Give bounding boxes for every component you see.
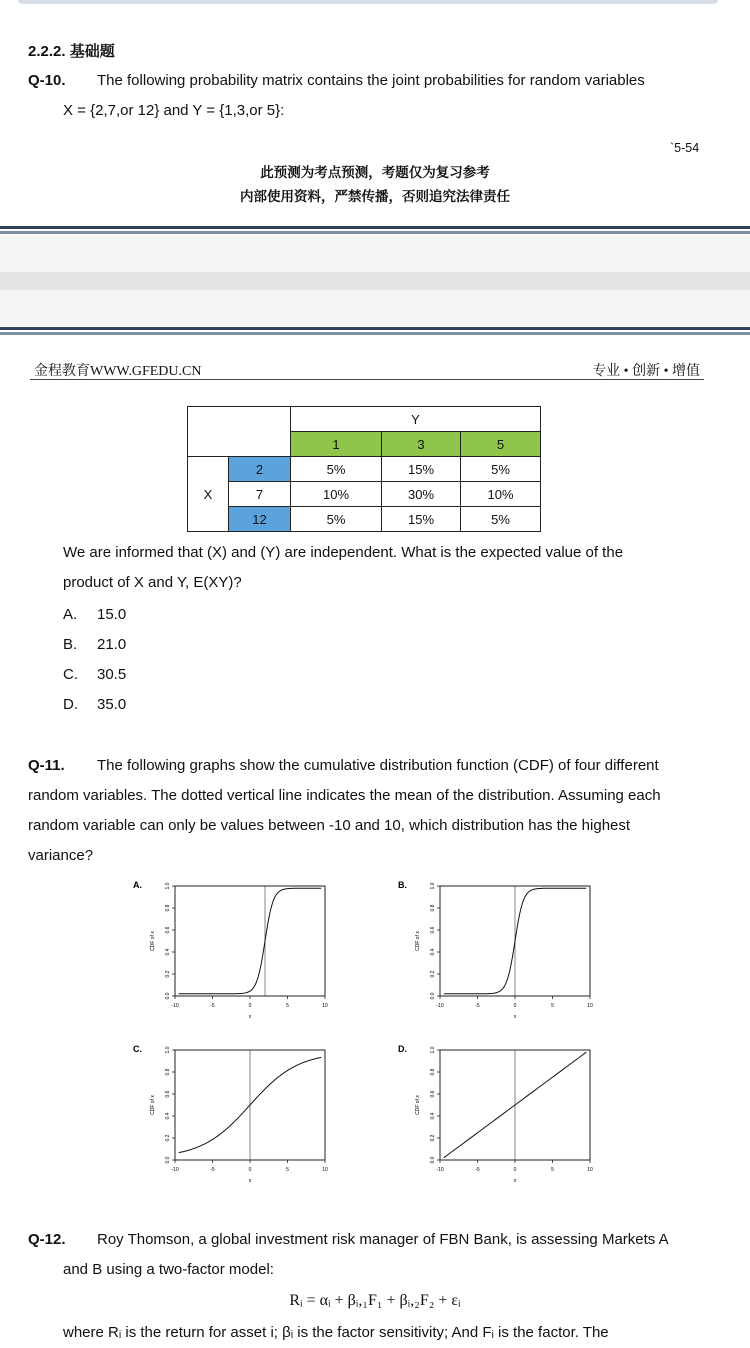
- page-gap: [0, 236, 750, 272]
- y-axis-label: CDF of x: [415, 931, 421, 951]
- page-gap-2: [0, 290, 750, 326]
- y-tick-label: 0.0: [165, 1156, 171, 1164]
- option-b: [63, 636, 126, 653]
- notice-line2: 内部使用资料，严禁传播，否则追究法律责任: [240, 189, 510, 204]
- q12-label: Q-12.: [28, 1231, 66, 1248]
- q10-line2: X = {2,7,or 12} and Y = {1,3,or 5}:: [63, 102, 285, 119]
- option-d: [63, 696, 126, 713]
- x-tick-label: -10: [171, 1003, 179, 1009]
- y-tick-label: 0.8: [430, 1068, 436, 1076]
- page-bottom-rule: [0, 226, 750, 229]
- y-tick-label: 0.6: [165, 1090, 171, 1098]
- notice-line1: 此预测为考点预测，考题仅为复习参考: [260, 165, 490, 180]
- y-value: 5: [461, 432, 541, 457]
- x-tick-label: 0: [248, 1003, 252, 1009]
- y-header: Y: [291, 407, 541, 432]
- q12-line2: and B using a two-factor model:: [63, 1261, 274, 1278]
- table-row: [188, 482, 541, 507]
- y-tick-label: 0.0: [165, 992, 171, 1000]
- x-tick-label: -5: [475, 1167, 480, 1173]
- y-tick-label: 1.0: [430, 882, 436, 890]
- y-tick-label: 0.2: [430, 970, 436, 978]
- table-corner: [188, 407, 291, 457]
- x-header: X: [188, 457, 229, 532]
- cdf-chart-svg: [395, 876, 610, 1026]
- panel-label: A.: [133, 880, 142, 890]
- cdf-curve: [179, 888, 322, 994]
- plot-frame: [175, 886, 325, 996]
- x-axis-label: x: [513, 1014, 517, 1020]
- y-tick-label: 0.4: [430, 1112, 436, 1120]
- y-tick-label: 0.4: [165, 948, 171, 956]
- q10-body1: We are informed that (X) and (Y) are independent. What is the expected value of the: [63, 544, 624, 561]
- cdf-chart-c: [130, 1040, 345, 1195]
- top-band: [18, 0, 718, 4]
- x-tick-label: 10: [587, 1167, 593, 1173]
- y-axis-label: CDF of x: [150, 931, 156, 951]
- y-tick-label: 0.8: [165, 904, 171, 912]
- q11-label: Q-11.: [28, 757, 65, 774]
- option-text: 15.0: [97, 606, 127, 623]
- cdf-chart-b: [395, 876, 610, 1031]
- x-tick-label: 10: [587, 1003, 593, 1009]
- x-tick-label: 5: [286, 1167, 289, 1173]
- x-tick-label: -5: [210, 1167, 215, 1173]
- x-value: 12: [229, 507, 291, 532]
- option-letter: D.: [63, 696, 78, 713]
- table-row: [188, 507, 541, 532]
- y-tick-label: 0.0: [430, 1156, 436, 1164]
- y-tick-label: 0.0: [430, 992, 436, 1000]
- table-cell: 5%: [291, 457, 382, 482]
- header-rule: [30, 379, 704, 380]
- q11-line2: random variables. The dotted vertical line indicates the mean of the distribution. Assuming each: [28, 787, 661, 804]
- factor-model-formula: Rᵢ = αᵢ + βᵢ,₁F₁ + βᵢ,₂F₂ + εᵢ: [289, 1292, 461, 1309]
- y-tick-label: 0.2: [430, 1134, 436, 1142]
- cdf-chart-svg: [395, 1040, 610, 1190]
- y-tick-label: 0.8: [165, 1068, 171, 1076]
- table-row: [188, 407, 541, 432]
- table-cell: 30%: [382, 482, 461, 507]
- x-tick-label: 0: [248, 1167, 252, 1173]
- y-tick-label: 0.2: [165, 970, 171, 978]
- x-tick-label: -5: [475, 1003, 480, 1009]
- table-cell: 10%: [291, 482, 382, 507]
- option-letter: A.: [63, 606, 78, 623]
- table-cell: 5%: [291, 507, 382, 532]
- x-tick-label: 5: [286, 1003, 289, 1009]
- page-top-rule-2: [0, 332, 750, 335]
- x-tick-label: 5: [551, 1167, 554, 1173]
- panel-label: C.: [133, 1044, 142, 1054]
- option-text: 35.0: [97, 696, 127, 713]
- option-text: 30.5: [97, 666, 127, 683]
- page-bottom-rule-2: [0, 231, 750, 234]
- y-axis-label: CDF of x: [150, 1095, 156, 1115]
- page-top-rule: [0, 327, 750, 330]
- section-title: 2.2.2. 基础题: [28, 43, 115, 60]
- cdf-chart-svg: [130, 876, 345, 1026]
- option-text: 21.0: [97, 636, 127, 653]
- y-tick-label: 1.0: [165, 1046, 171, 1054]
- option-a: [63, 606, 126, 623]
- x-tick-label: -10: [171, 1167, 179, 1173]
- option-letter: C.: [63, 666, 78, 683]
- y-tick-label: 0.8: [430, 904, 436, 912]
- panel-label: B.: [398, 880, 407, 890]
- y-tick-label: 1.0: [430, 1046, 436, 1054]
- y-tick-label: 0.6: [430, 926, 436, 934]
- q12-cut-line: where Rᵢ is the return for asset i; βᵢ is the factor sensitivity; And Fᵢ is the factor. The: [63, 1324, 609, 1341]
- header-right: 专业 • 创新 • 增值: [592, 364, 700, 379]
- y-tick-label: 0.2: [165, 1134, 171, 1142]
- x-value: 7: [229, 482, 291, 507]
- y-tick-label: 1.0: [165, 882, 171, 890]
- q10-label: Q-10.: [28, 72, 66, 89]
- probability-matrix: [187, 406, 541, 532]
- x-tick-label: 10: [322, 1167, 328, 1173]
- x-tick-label: -5: [210, 1003, 215, 1009]
- cdf-chart-svg: [130, 1040, 345, 1190]
- y-tick-label: 0.6: [165, 926, 171, 934]
- q11-line4: variance?: [28, 847, 94, 864]
- cdf-chart-d: [395, 1040, 610, 1195]
- table-cell: 15%: [382, 457, 461, 482]
- y-tick-label: 0.4: [430, 948, 436, 956]
- q11-line1: The following graphs show the cumulative distribution function (CDF) of four different: [97, 757, 659, 774]
- x-tick-label: 0: [513, 1003, 517, 1009]
- option-letter: B.: [63, 636, 78, 653]
- x-tick-label: -10: [436, 1167, 444, 1173]
- panel-label: D.: [398, 1044, 407, 1054]
- table-cell: 5%: [461, 507, 541, 532]
- table-row: [188, 457, 541, 482]
- x-axis-label: x: [513, 1178, 517, 1184]
- cdf-chart-a: [130, 876, 345, 1031]
- x-value: 2: [229, 457, 291, 482]
- x-tick-label: 5: [551, 1003, 554, 1009]
- x-tick-label: 0: [513, 1167, 517, 1173]
- table-cell: 10%: [461, 482, 541, 507]
- x-axis-label: x: [248, 1178, 252, 1184]
- y-value: 3: [382, 432, 461, 457]
- table-cell: 5%: [461, 457, 541, 482]
- q10-body2: product of X and Y, E(XY)?: [63, 574, 242, 591]
- page-ref: `5-54: [670, 141, 700, 155]
- q11-line3: random variable can only be values between -10 and 10, which distribution has the highest: [28, 817, 631, 834]
- q12-line1: Roy Thomson, a global investment risk manager of FBN Bank, is assessing Markets A: [97, 1231, 669, 1248]
- y-value: 1: [291, 432, 382, 457]
- header-left: 金程教育WWW.GFEDU.CN: [34, 364, 202, 379]
- y-tick-label: 0.4: [165, 1112, 171, 1120]
- table-cell: 15%: [382, 507, 461, 532]
- x-tick-label: 10: [322, 1003, 328, 1009]
- page-gap-shade: [0, 272, 750, 290]
- y-tick-label: 0.6: [430, 1090, 436, 1098]
- x-tick-label: -10: [436, 1003, 444, 1009]
- option-c: [63, 666, 126, 683]
- q10-line1: The following probability matrix contains the joint probabilities for random variables: [97, 72, 645, 89]
- x-axis-label: x: [248, 1014, 252, 1020]
- y-axis-label: CDF of x: [415, 1095, 421, 1115]
